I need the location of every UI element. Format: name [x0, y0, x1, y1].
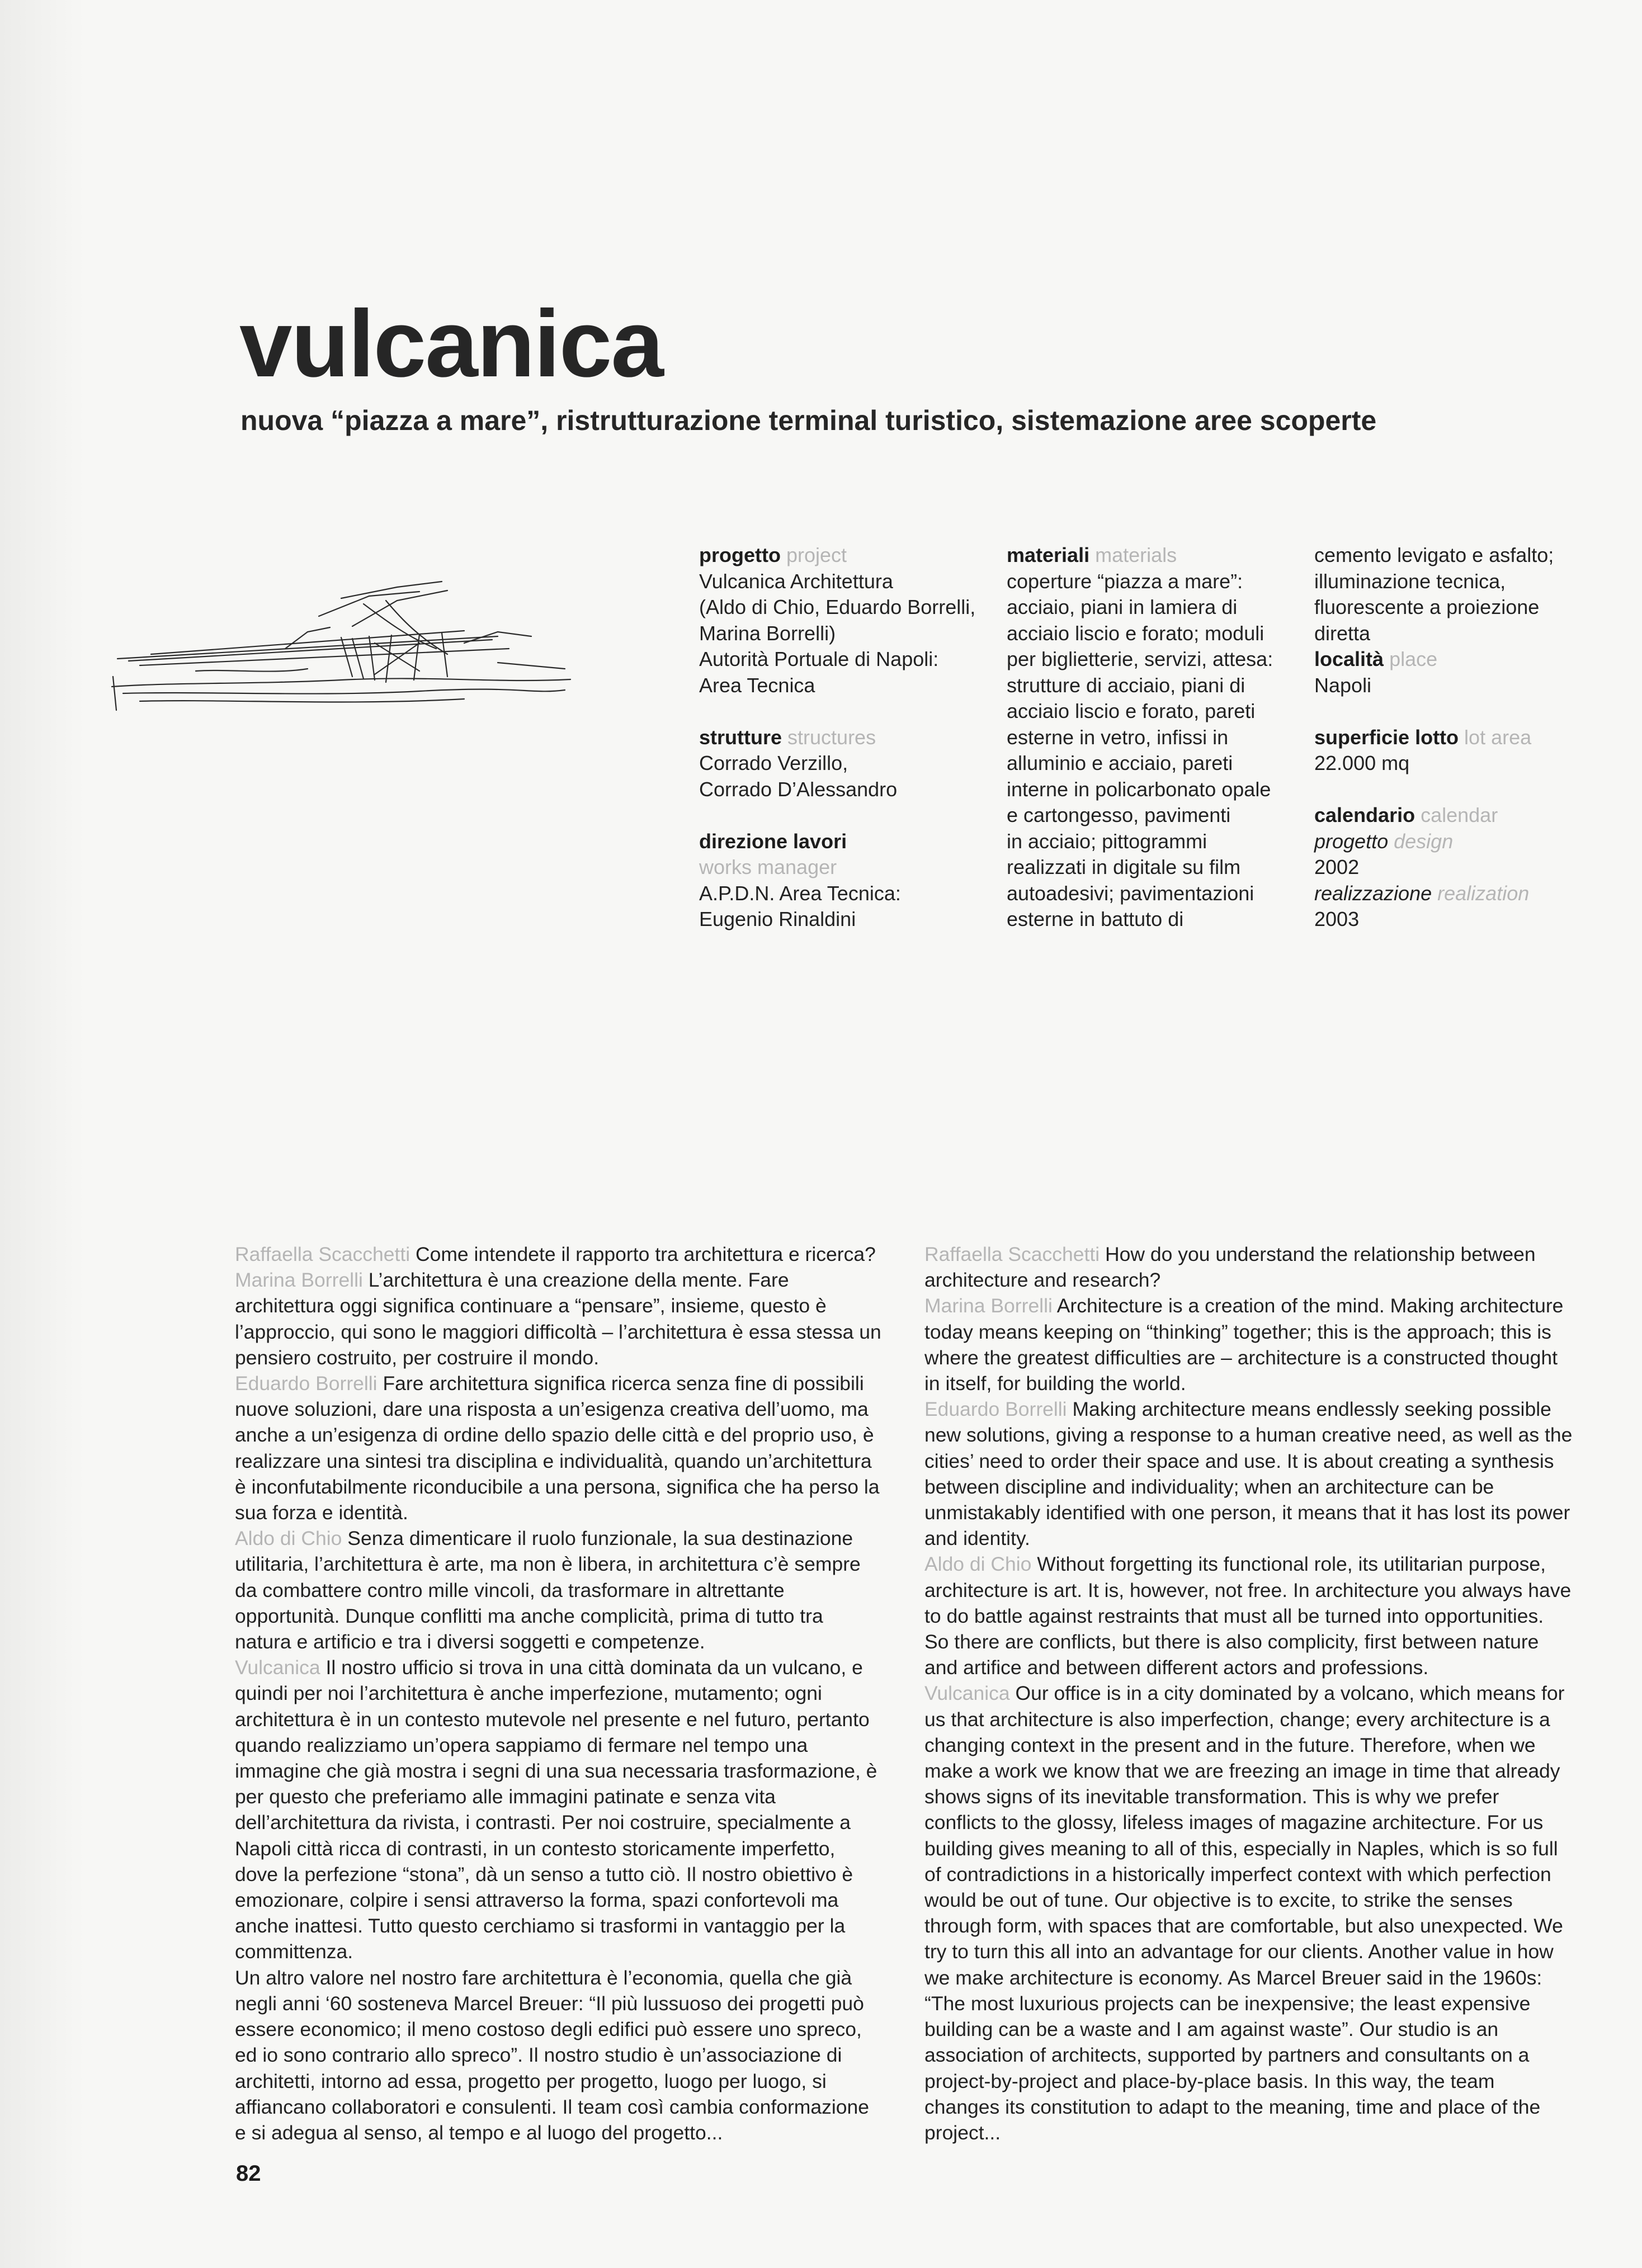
page-title: vulcanica — [239, 291, 663, 397]
interview-paragraph — [235, 1241, 884, 1267]
structures-label-en: structures — [787, 725, 876, 749]
interview-paragraph — [235, 1267, 884, 1371]
paragraph-text: Il nostro ufficio si trova in una città dominata da un vulcano, e quindi per noi l’architettura è anche imperfezione, mutamento; ogni architettura è in un contesto mutevole nel presente e nel futuro, pertanto quando realizziamo un’opera sappiamo di fermare nel tempo una immagine che già mostra i segni di una sua necessaria trasformazione, è per questo che preferiamo alle immagini patinate e senza vita dell’architettura da rivista, i contrasti. Per noi costruire, specialmente a Napoli città ricca di contrasti, in un contesto storicamente imperfetto, dove la perfezione “stona”, dà un senso a tutto ciò. Il nostro obiettivo è emozionare, colpire i sensi attraverso la forma, spazi confortevoli ma anche inattesi. Tutto questo cerchiamo si trasformi in vantaggio per la committenza. — [235, 1656, 877, 1963]
materials-line: diretta — [1314, 621, 1371, 645]
project-line: (Aldo di Chio, Eduardo Borrelli, — [699, 596, 976, 618]
interview-paragraph — [924, 1680, 1573, 2146]
works-manager-line: A.P.D.N. Area Tecnica: — [699, 881, 901, 905]
credits-materials — [1007, 542, 1297, 933]
page-subtitle: nuova “piazza a mare”, ristrutturazione terminal turistico, sistemazione aree scoperte — [240, 405, 1377, 436]
materials-line: realizzati in digitale su film — [1007, 856, 1241, 878]
interview-paragraph — [924, 1396, 1573, 1551]
project-label-en: project — [786, 544, 847, 566]
paragraph-text: Fare architettura significa ricerca senza fine di possibili nuove soluzioni, dare una risposta a un’esigenza creativa dell’uomo, ma anche a un’esigenza di ordine dello spazio delle città e del proprio uso, è realizzare una sintesi tra disciplina e individualità, quando un’architettura è inconfutabilmente riconducibile a una persona, significa che ha perso la sua forza e identità. — [235, 1372, 880, 1524]
materials-line: acciaio, piani in lamiera di — [1007, 596, 1238, 618]
speaker-name: Vulcanica — [924, 1682, 1010, 1705]
speaker-name: Aldo di Chio — [924, 1553, 1032, 1576]
credits-calendar — [1314, 802, 1583, 933]
works-manager-label-en: works manager — [699, 856, 837, 878]
tech-column-2 — [1007, 542, 1297, 933]
place-value: Napoli — [1314, 673, 1372, 697]
credits-lot-area — [1314, 725, 1583, 777]
design-year: 2002 — [1314, 856, 1360, 878]
interview-paragraph — [924, 1241, 1573, 1293]
paragraph-text: L’architettura è una creazione della mente. Fare architettura oggi significa continuare a “pensare”, insieme, questo è l’approccio, qui sono le maggiori difficoltà – l’architettura è essa stessa un pensiero costruito, per costruire il mondo. — [235, 1269, 881, 1369]
speaker-name: Marina Borrelli — [235, 1269, 363, 1292]
realization-label-en: realization — [1437, 881, 1530, 905]
calendar-label-en: calendar — [1421, 804, 1498, 826]
structures-line: Corrado Verzillo, — [699, 752, 848, 774]
calendar-label: calendario — [1314, 804, 1415, 826]
place-label-en: place — [1389, 648, 1438, 670]
paragraph-text: Un altro valore nel nostro fare architettura è l’economia, quella che già negli anni ‘60 sosteneva Marcel Breuer: “Il più lussuoso dei progetti può essere economico; il meno costoso degli edifici può essere uno spreco, ed io sono contrario allo spreco”. Il nostro studio è un’associazione di architetti, intorno ad essa, progetto per progetto, luogo per luogo, si affiancano collaboratori e consulenti. Il team così cambia conformazione e si adegua al senso, al tempo e al luogo del progetto... — [235, 1966, 869, 2144]
realization-year: 2003 — [1314, 908, 1360, 930]
paragraph-text: Making architecture means endlessly seeking possible new solutions, giving a response to a human creative need, as well as the cities’ need to order their space and use. It is about creating a synthesis between discipline and individuality; when an architecture can be unmistakably identified with one person, it means that it has lost its power and identity. — [924, 1398, 1573, 1550]
lot-area-label-en: lot area — [1464, 725, 1532, 749]
paragraph-text: How do you understand the relationship between architecture and research? — [924, 1243, 1536, 1292]
speaker-name: Marina Borrelli — [924, 1294, 1053, 1317]
materials-label: materiali — [1007, 544, 1090, 566]
speaker-name: Vulcanica — [235, 1656, 320, 1679]
speaker-name: Raffaella Scacchetti — [235, 1243, 410, 1265]
tech-column-3 — [1314, 542, 1583, 933]
scan-edge-shadow — [0, 0, 84, 2268]
interview-paragraph — [235, 1371, 884, 1525]
lot-area-value: 22.000 mq — [1314, 752, 1410, 774]
realization-label: realizzazione — [1314, 881, 1432, 905]
materials-line: acciaio liscio e forato, pareti — [1007, 700, 1256, 722]
project-line: Autorità Portuale di Napoli: — [699, 648, 939, 670]
page-number: 82 — [236, 2161, 261, 2186]
speaker-name: Aldo di Chio — [235, 1527, 342, 1550]
materials-line: e cartongesso, pavimenti — [1007, 804, 1231, 826]
materials-line: interne in policarbonato opale — [1007, 777, 1271, 801]
works-manager-label: direzione lavori — [699, 829, 847, 853]
paragraph-text: Architecture is a creation of the mind. Making architecture today means keeping on “thinking” together; this is the approach; this is where the greatest difficulties are – architecture is a constructed thought in itself, for building the world. — [924, 1294, 1564, 1395]
credits-works-manager — [699, 829, 990, 933]
design-label-en: design — [1394, 829, 1454, 853]
architectural-sketch — [106, 565, 576, 727]
structures-label: strutture — [699, 725, 782, 749]
materials-line: cemento levigato e asfalto; — [1314, 544, 1554, 566]
speaker-name: Eduardo Borrelli — [924, 1398, 1067, 1421]
design-label: progetto — [1314, 829, 1389, 853]
credits-project — [699, 542, 990, 698]
structures-line: Corrado D’Alessandro — [699, 777, 898, 801]
works-manager-line: Eugenio Rinaldini — [699, 908, 856, 930]
interview-paragraph — [924, 1293, 1573, 1396]
place-label: località — [1314, 648, 1384, 670]
project-line: Marina Borrelli) — [699, 621, 836, 645]
interview-paragraph — [235, 1655, 884, 1964]
speaker-name: Eduardo Borrelli — [235, 1372, 378, 1395]
materials-line: alluminio e acciaio, pareti — [1007, 752, 1233, 774]
materials-line: fluorescente a proiezione — [1314, 596, 1540, 618]
speaker-name: Raffaella Scacchetti — [924, 1243, 1100, 1265]
materials-line: esterne in vetro, infissi in — [1007, 725, 1229, 749]
materials-line: coperture “piazza a mare”: — [1007, 569, 1243, 593]
materials-line: esterne in battuto di — [1007, 908, 1184, 930]
materials-line: illuminazione tecnica, — [1314, 569, 1506, 593]
credits-place — [1314, 646, 1583, 698]
interview-italian — [235, 1241, 884, 2146]
materials-line: strutture di acciaio, piani di — [1007, 673, 1245, 697]
materials-continued — [1314, 542, 1583, 646]
materials-label-en: materials — [1095, 544, 1177, 566]
credits-structures — [699, 725, 990, 803]
lot-area-label: superficie lotto — [1314, 725, 1459, 749]
materials-line: acciaio liscio e forato; moduli — [1007, 621, 1264, 645]
interview-paragraph — [924, 1551, 1573, 1680]
materials-line: autoadesivi; pavimentazioni — [1007, 881, 1254, 905]
paragraph-text: Senza dimenticare il ruolo funzionale, la sua destinazione utilitaria, l’architettura è arte, ma non è libera, in architettura c’è sempre da combattere contro mille vincoli, da trasformare in altrettante opportunità. Dunque conflitti ma anche complicità, prima di tutto tra natura e artificio e tra i diversi soggetti e competenze. — [235, 1527, 861, 1653]
project-line: Vulcanica Architettura — [699, 569, 893, 593]
materials-line: in acciaio; pittogrammi — [1007, 829, 1207, 853]
tech-column-1 — [699, 542, 990, 958]
paragraph-text: Our office is in a city dominated by a volcano, which means for us that architecture is also imperfection, change; every architecture is a changing context in the present and in the future. Therefore, when we make a work we know that we are freezing an image in time that already shows signs of its inevitable transformation. This is why we prefer conflicts to the glossy, lifeless images of magazine architecture. For us building gives meaning to all of this, especially in Naples, which is so full of contradictions in a historically imperfect context with which perfection would be out of tune. Our objective is to excite, to strike the senses through form, with spaces that are comfortable, but also unexpected. We try to turn this all into an advantage for our clients. Another value in how we make architecture is economy. As Marcel Breuer said in the 1960s: “The most luxurious projects can be inexpensive; the least expensive building can be a waste and I am against waste”. Our studio is an association of architects, supported by partners and consultants on a project-by-project and place-by-place basis. In this way, the team changes its constitution to adapt to the meaning, time and place of the project... — [924, 1682, 1565, 2144]
interview-paragraph — [235, 1525, 884, 1655]
project-label: progetto — [699, 544, 781, 566]
paragraph-text: Come intendete il rapporto tra architettura e ricerca? — [415, 1243, 876, 1265]
project-line: Area Tecnica — [699, 673, 815, 697]
interview-english — [924, 1241, 1573, 2146]
materials-line: per biglietterie, servizi, attesa: — [1007, 648, 1273, 670]
paragraph-text: Without forgetting its functional role, its utilitarian purpose, architecture is art. It is, however, not free. In architecture you always have to do battle against restraints that must all be turned into opportunities. So there are conflicts, but there is also complicity, first between nature and artifice and between different actors and professions. — [924, 1553, 1572, 1679]
interview-paragraph — [235, 1965, 884, 2146]
